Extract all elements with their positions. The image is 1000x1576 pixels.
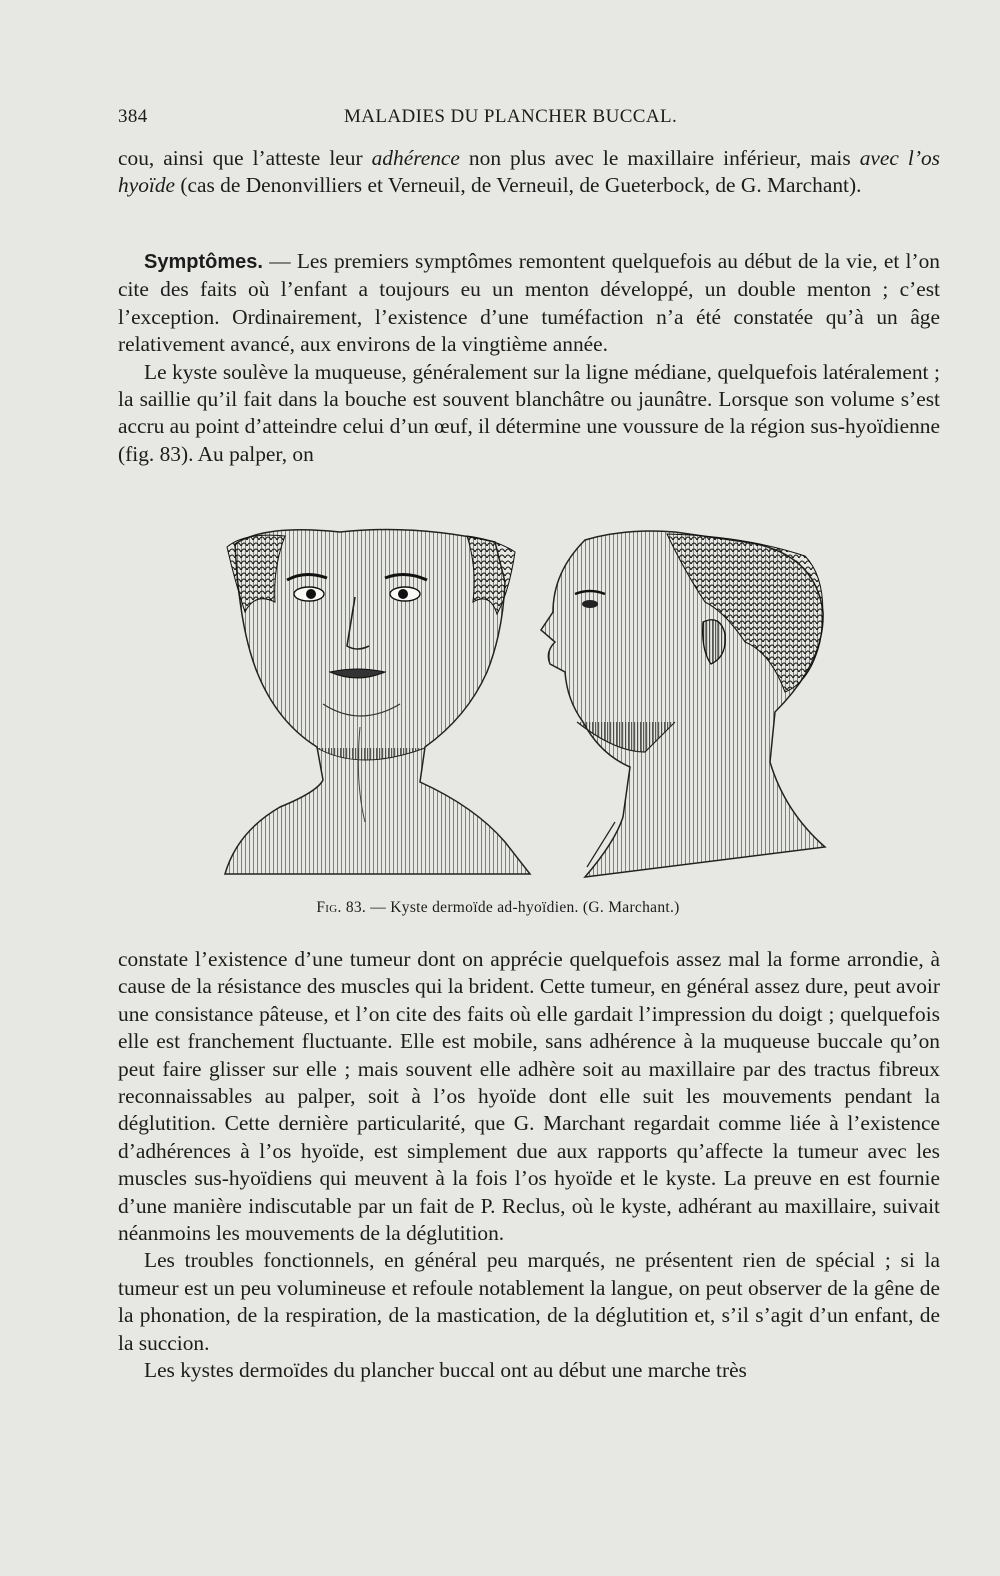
engraving-illustration — [205, 522, 835, 890]
intro-text — [118, 145, 940, 200]
figure-caption — [118, 899, 878, 917]
continuation-text — [118, 946, 940, 1385]
page-number: 384 — [118, 106, 148, 127]
intro-text-1: cou, ainsi que l’atteste leur — [118, 146, 372, 170]
symptomes-section — [118, 248, 940, 468]
continuation-paragraph-2: Les troubles fonctionnels, en général peu marqués, ne présentent rien de spécial ; si la tumeur est un peu volumineuse et refoule notablement la langue, on peut observer de la gêne de la phonation, de la respiration, de la mastication, de la déglutition et, s’il s’agit d’un enfant, de la succion. — [118, 1248, 940, 1355]
section-heading-symptomes: Symptômes. — [144, 251, 263, 273]
intro-text-2: non plus avec le maxillaire inférieur, mais — [459, 146, 860, 170]
symptomes-text-1: — Les premiers symptômes remontent quelquefois au début de la vie, et l’on cite des faits où l’enfant a toujours eu un menton développé, un double menton ; c’est l’exception. Ordinairement, l’existence d’une tuméfaction n’a été constatée qu’à un âge relativement avancé, aux environs de la vingtième année. — [118, 249, 940, 357]
intro-emphasis-1: adhérence — [371, 146, 460, 170]
figure-caption-text: — Kyste dermoïde ad-hyoïdien. (G. Marchant.) — [366, 899, 680, 916]
running-title: MALADIES DU PLANCHER BUCCAL. — [344, 106, 678, 127]
symptomes-paragraph-2: Le kyste soulève la muqueuse, généralement sur la ligne médiane, quelquefois latéralement ; la saillie qu’il fait dans la bouche est souvent blanchâtre ou jaunâtre. Lorsque son volume s’est accru au point d’atteindre celui d’un œuf, il détermine une voussure de la région sus-hyoïdienne (fig. 83). Au palper, on — [118, 359, 940, 466]
intro-emphasis-2: avec l’os hyoïde — [118, 146, 940, 198]
frontal-view-head — [225, 530, 530, 874]
intro-paragraph — [118, 145, 940, 200]
profile-view-head — [541, 531, 825, 877]
running-head — [118, 106, 940, 136]
continuation-paragraph-3: Les kystes dermoïdes du plancher buccal ont au début une marche très — [144, 1358, 747, 1383]
figure-label: Fig. 83. — [316, 899, 367, 916]
intro-text-3: (cas de Denonvilliers et Verneuil, de Verneuil, de Gueterbock, de G. Marchant). — [175, 173, 862, 198]
symptomes-paragraph-1 — [118, 248, 940, 359]
continuation-paragraph-1: constate l’existence d’une tumeur dont on apprécie quelquefois assez mal la forme arrondie, à cause de la résistance des muscles qui la brident. Cette tumeur, en général assez dure, peut avoir une consistance pâteuse, et l’on cite des faits où elle gardait l’impression du doigt ; quelquefois elle est franchement fluctuante. Elle est mobile, sans adhérence à la muqueuse buccale qu’on peut faire glisser sur elle ; mais souvent elle adhère soit au maxillaire par des tractus fibreux reconnaissables au palper, soit à l’os hyoïde dont elle suit les mouvements pendant la déglutition. Cette dernière particularité, que G. Marchant regardait comme liée à l’existence d’adhérences à l’os hyoïde, est simplement due aux rapports qu’affecte la tumeur avec les muscles sus-hyoïdiens qui meuvent à la fois l’os hyoïde et le kyste. La preuve en est fournie d’une manière indiscutable par un fait de P. Reclus, où le kyste, adhérant au maxillaire, suivait néanmoins les mouvements de la déglutition. — [118, 947, 940, 1246]
figure-83-engraving — [205, 522, 835, 890]
